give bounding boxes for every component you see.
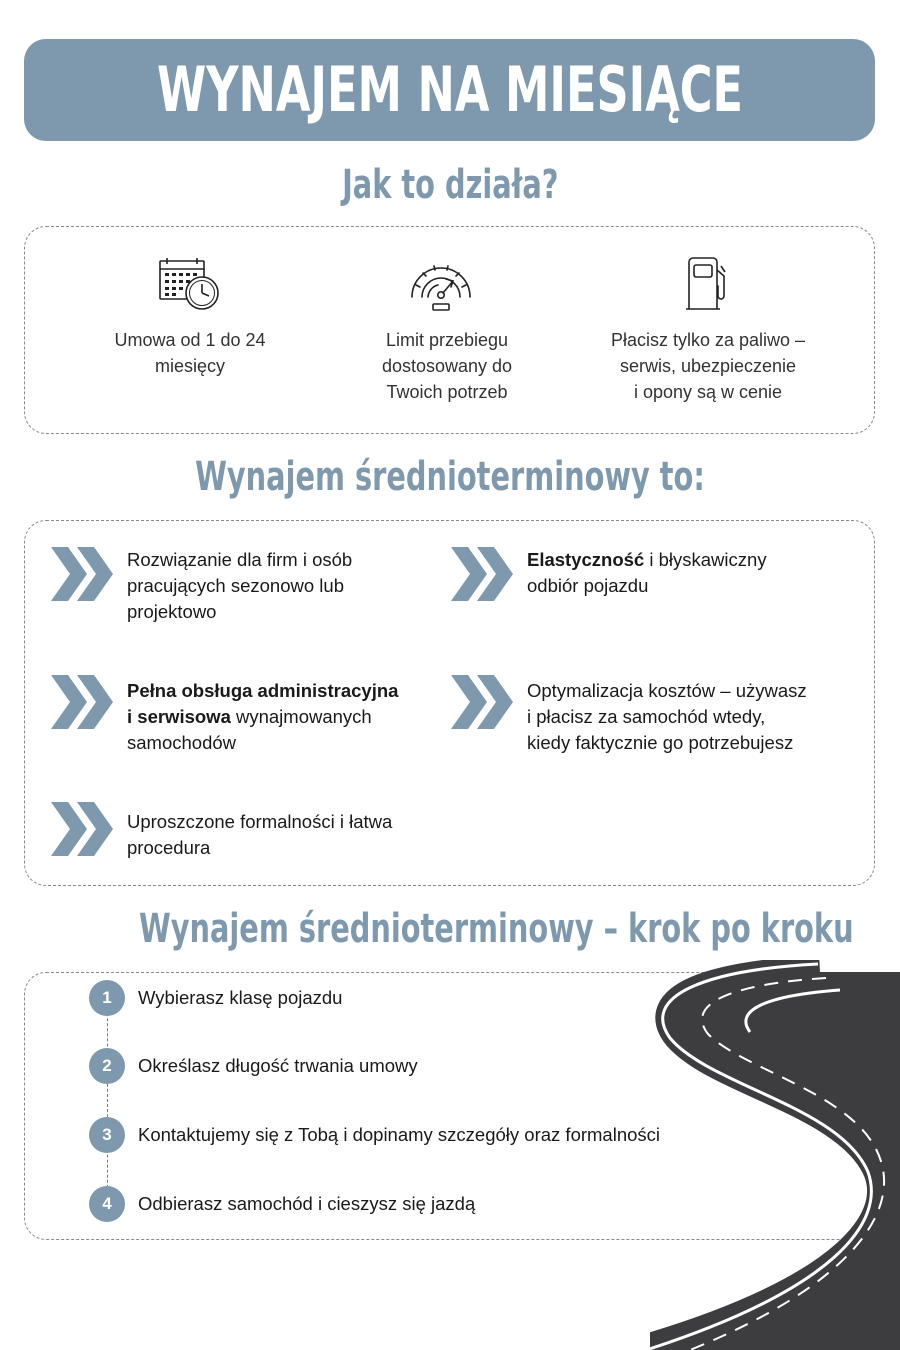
how-item-text-1: Umowa od 1 do 24 miesięcy [114,330,266,376]
fuel-pump-icon [685,256,729,312]
steps-connector-line [107,998,108,1203]
speedometer-icon [408,257,474,311]
step-number-1: 1 [89,980,125,1016]
page-title: WYNAJEM NA MIESIĄCE [156,53,743,126]
step-number-2: 2 [89,1048,125,1084]
double-chevron-right-icon [51,675,115,729]
step-text-2: Określasz długość trwania umowy [138,1055,418,1076]
road-illustration [650,960,900,1350]
double-chevron-right-icon [51,802,115,856]
step-number-3: 3 [89,1117,125,1153]
double-chevron-right-icon [451,675,515,729]
how-it-works-card [24,226,875,434]
step-number-4: 4 [89,1186,125,1222]
features-card [24,520,875,886]
calendar-clock-icon [159,257,221,311]
step-text-4: Odbierasz samochód i cieszysz się jazdą [138,1193,476,1214]
feature-text-4: Optymalizacja kosztów – używasz i płacisz za samochód wtedy, kiedy faktycznie go potrzebujesz [527,680,807,753]
double-chevron-right-icon [451,547,515,601]
feature-text-2: Elastyczność i błyskawiczny odbiór pojazdu [527,549,767,596]
how-item-text-2: Limit przebiegu dostosowany do Twoich potrzeb [381,330,513,402]
feature-text-3: Pełna obsługa administracyjna i serwisowa wynajmowanych samochodów [127,680,399,753]
how-item-text-3: Płacisz tylko za paliwo – serwis, ubezpieczenie i opony są w cenie [610,330,806,402]
header-banner [24,39,875,141]
steps-title: Wynajem średnioterminowy – krok po kroku [138,906,854,952]
how-it-works-title: Jak to działa? [341,162,559,208]
step-text-3: Kontaktujemy się z Tobą i dopinamy szczegóły oraz formalności [138,1124,661,1145]
step-text-1: Wybierasz klasę pojazdu [138,987,343,1008]
feature-text-5: Uproszczone formalności i łatwa procedura [127,811,393,858]
features-title: Wynajem średnioterminowy to: [195,454,705,500]
feature-text-1: Rozwiązanie dla firm i osób pracujących sezonowo lub projektowo [127,549,353,622]
double-chevron-right-icon [51,547,115,601]
